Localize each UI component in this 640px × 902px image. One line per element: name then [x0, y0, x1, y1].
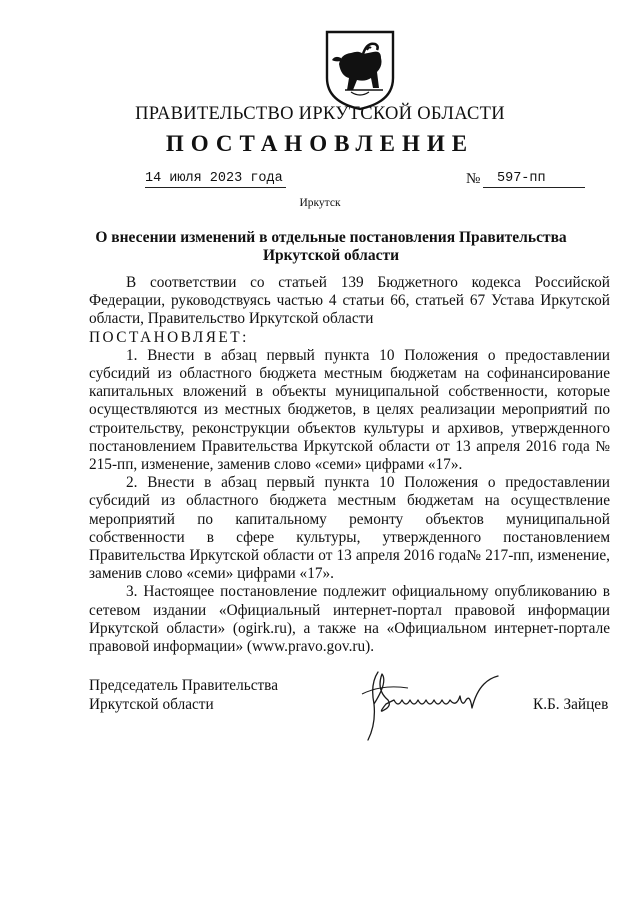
- signer-position: [89, 677, 278, 714]
- item-paragraph-2: 2. Внести в абзац первый пункта 10 Положения о предоставлении субсидий из областного бюджета местным бюджетам на осуществление мероприятий по капитальному ремонту объектов муниципальной собственности в сфере культуры, утвержденного постановлением Правительства Иркутской области от 13 апреля 2016 года№ 217-пп, изменение, заменив слово «семи» цифрами «17».: [89, 474, 610, 583]
- document-type-heading: ПОСТАНОВЛЕНИЕ: [165, 131, 475, 156]
- signer-position-line-2: Иркутской области: [89, 695, 214, 713]
- number-sign: №: [466, 171, 481, 187]
- item-paragraph-3: 3. Настоящее постановление подлежит официальному опубликованию в сетевом издании «Официальный интернет-портал правовой информации Иркутской области» (ogirk.ru), а также на «Официальном интернет-портале правовой информации» (www.pravo.gov.ru).: [89, 583, 610, 656]
- document-number: 597-пп: [483, 171, 585, 188]
- coat-of-arms-icon: [323, 28, 397, 112]
- resolves-heading: ПОСТАНОВЛЯЕТ:: [89, 328, 249, 346]
- organization-title: ПРАВИТЕЛЬСТВО ИРКУТСКОЙ ОБЛАСТИ: [135, 104, 505, 124]
- city-label: Иркутск: [299, 197, 341, 209]
- document-subject: О внесении изменений в отдельные постановления Правительства Иркутской области: [95, 229, 567, 264]
- document-body: [89, 274, 610, 656]
- item-paragraph-1: 1. Внести в абзац первый пункта 10 Положения о предоставлении субсидий из областного бюджета местным бюджетам на софинансирование капитальных вложений в объекты муниципальной собственности, которые осуществляются из местных бюджетов, в целях реализации мероприятий по строительству, реконструкции объектов культуры и архивов, утвержденного постановлением Правительства Иркутской области от 13 апреля 2016 года № 215-пп, изменение, заменив слово «семи» цифрами «17».: [89, 346, 610, 474]
- signer-name: К.Б. Зайцев: [533, 696, 609, 713]
- handwritten-signature-icon: [348, 664, 508, 744]
- document-date: 14 июля 2023 года: [145, 171, 286, 188]
- signer-position-line-1: Председатель Правительства: [89, 677, 278, 694]
- preamble-paragraph: В соответствии со статьей 139 Бюджетного кодекса Российской Федерации, руководствуясь частью 4 статьи 66, статьей 67 Устава Иркутской области, Правительство Иркутской области: [89, 274, 610, 328]
